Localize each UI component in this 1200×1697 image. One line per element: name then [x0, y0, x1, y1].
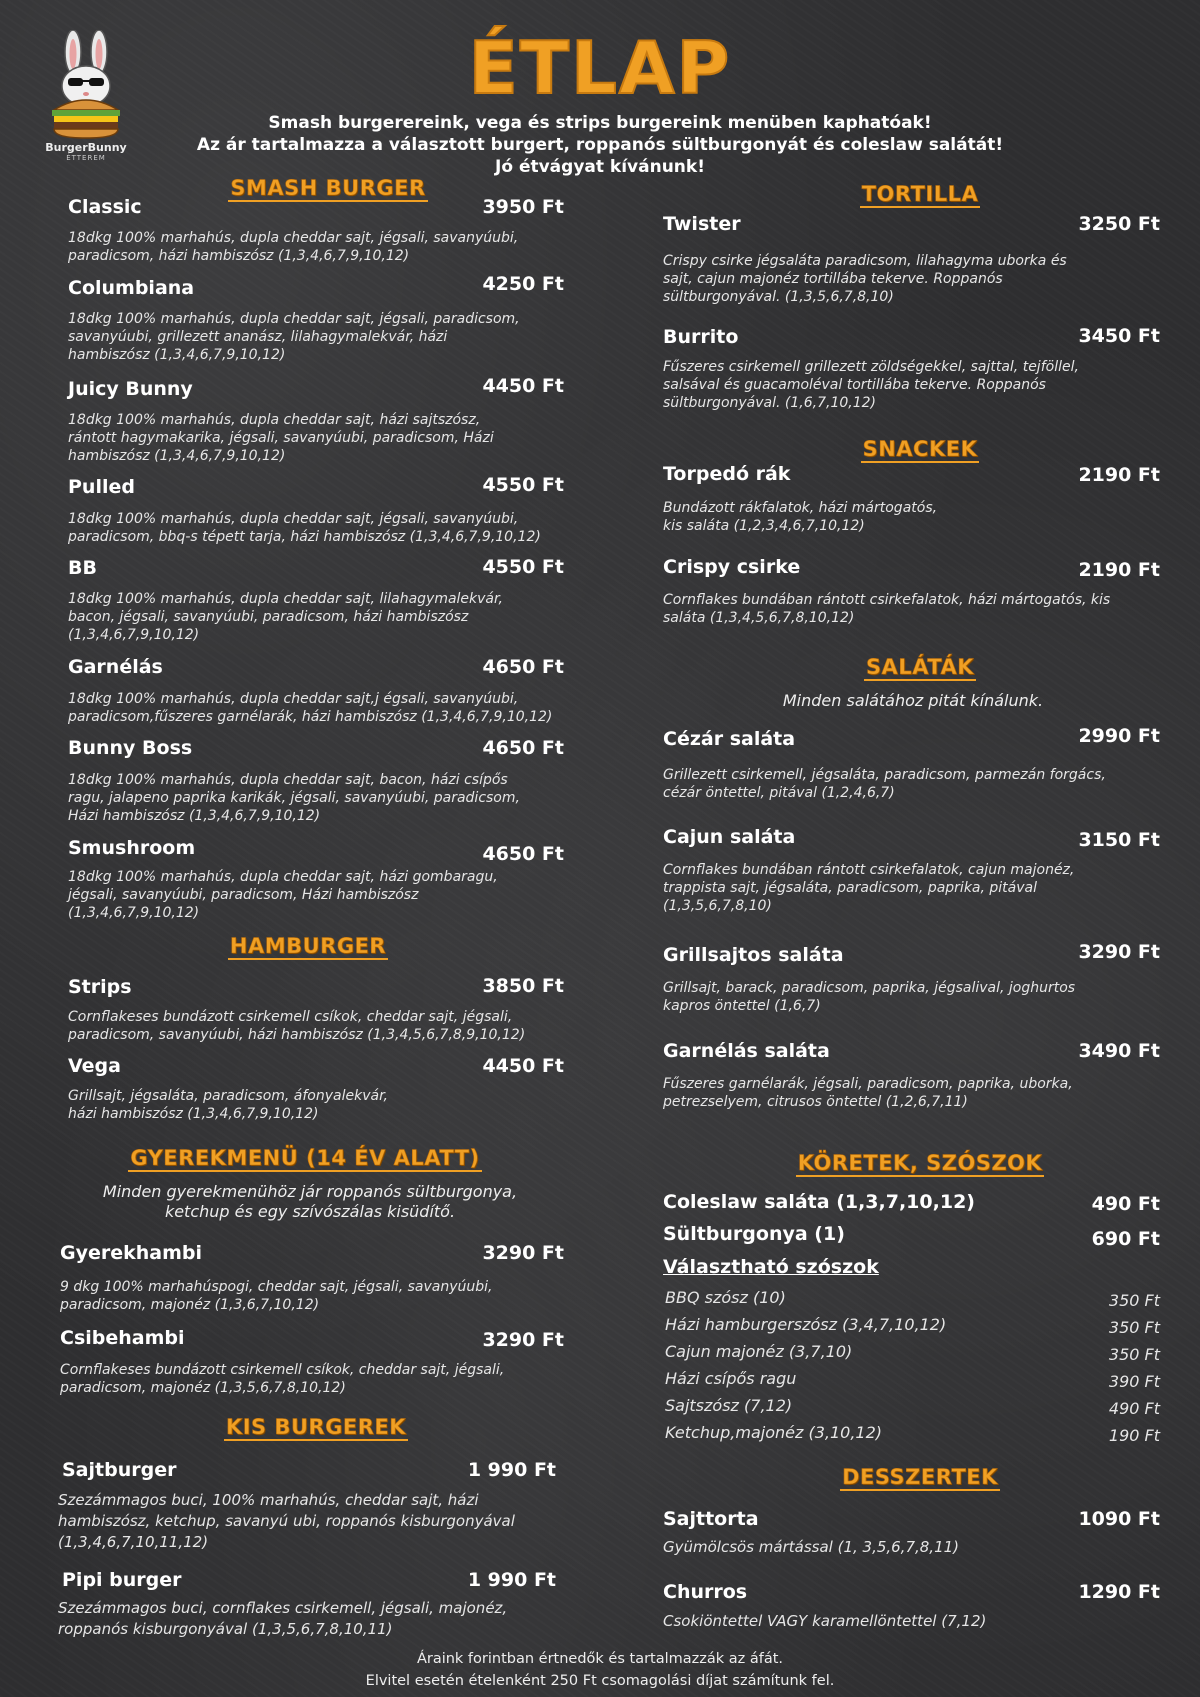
section-kids-menu	[80, 1146, 530, 1170]
item-desc: Fűszeres garnélarák, jégsali, paradicsom, paprika, uborka, petrezselyem, citrusos öntettel (1,2,6,7,11)	[663, 1076, 1073, 1110]
item-desc: 18dkg 100% marhahús, dupla cheddar sajt, jégsali, savanyúubi, paradicsom, bbq-s tépett tarja, házi hambiszósz (1,3,4,6,7,9,10,12)	[68, 511, 541, 545]
sauce-price: 190 Ft	[1108, 1426, 1160, 1445]
kids-note: Minden gyerekmenühöz jár roppanós sültburgonya, ketchup és egy szívószálas kisüdítő.	[102, 1182, 518, 1221]
footer-note	[0, 1648, 1200, 1692]
item-name: Churros	[663, 1581, 748, 1603]
item-price: 3950 Ft	[482, 196, 564, 218]
sauce-price: 490 Ft	[1108, 1399, 1160, 1418]
sauce-price: 390 Ft	[1108, 1372, 1160, 1391]
intro-text	[160, 112, 1040, 178]
item-price: 3290 Ft	[482, 1329, 564, 1351]
section-salads	[810, 655, 1030, 679]
sauce-name: Cajun majonéz (3,7,10)	[665, 1342, 853, 1361]
item-name: Juicy Bunny	[68, 378, 193, 400]
item-price: 2190 Ft	[1078, 559, 1160, 581]
section-title: GYEREKMENÜ (14 ÉV ALATT)	[130, 1146, 480, 1170]
section-title: DESSZERTEK	[842, 1465, 998, 1489]
item-desc: Cornflakes bundában rántott csirkefalatok, házi mártogatós, kis saláta (1,3,4,5,6,7,8,10,12)	[663, 592, 1111, 626]
item-name: Torpedó rák	[663, 463, 791, 485]
page-title: ÉTLAP	[468, 26, 732, 110]
item-name: Sajtburger	[62, 1459, 177, 1481]
item-price: 4450 Ft	[482, 375, 564, 397]
item-price: 3450 Ft	[1078, 325, 1160, 347]
item-name: Vega	[68, 1055, 121, 1077]
sauce-price: 350 Ft	[1108, 1345, 1160, 1364]
sauce-name: BBQ szósz (10)	[665, 1288, 786, 1307]
item-price: 4650 Ft	[482, 737, 564, 759]
item-price: 2990 Ft	[1078, 725, 1160, 747]
item-price: 3150 Ft	[1078, 829, 1160, 851]
item-desc: 18dkg 100% marhahús, dupla cheddar sajt, házi gombaragu, jégsali, savanyúubi, paradicsom, Házi hambiszósz (1,3,4,6,7,9,10,12)	[68, 869, 498, 921]
section-smash-burger	[218, 176, 438, 200]
item-name: Gyerekhambi	[60, 1242, 203, 1264]
logo-brand: BurgerBunny	[45, 141, 127, 154]
footer-line: Áraink forintban értnedők és tartalmazzák az áfát.	[416, 1651, 784, 1667]
item-desc: Cornflakes bundában rántott csirkefalatok, cajun majonéz, trappista sajt, jégsaláta, paradicsom, paprika, pitával (1,3,5,6,7,8,10)	[663, 862, 1075, 914]
item-desc: Cornflakeses bundázott csirkemell csíkok, cheddar sajt, jégsali, paradicsom, majonéz (1,3,5,6,7,8,10,12)	[60, 1362, 505, 1396]
section-title: TORTILLA	[861, 182, 979, 206]
item-name: Grillsajtos saláta	[663, 944, 844, 966]
item-desc: 18dkg 100% marhahús, dupla cheddar sajt, házi sajtszósz, rántott hagymakarika, jégsali, savanyúubi, paradicsom, Házi hambiszósz (1,3,4,6,7,9,10,12)	[68, 412, 494, 464]
item-price: 690 Ft	[1091, 1228, 1160, 1250]
item-name: Twister	[663, 213, 741, 235]
item-price: 4450 Ft	[482, 1055, 564, 1077]
item-price: 3250 Ft	[1078, 213, 1160, 235]
item-price: 4650 Ft	[482, 843, 564, 865]
item-price: 3490 Ft	[1078, 1040, 1160, 1062]
item-name: Garnélás saláta	[663, 1040, 830, 1062]
item-price: 1 990 Ft	[467, 1459, 556, 1481]
item-desc: 18dkg 100% marhahús, dupla cheddar sajt, bacon, házi csípős ragu, jalapeno paprika karikák, jégsali, savanyúubi, paradicsom, Házi hambiszósz (1,3,4,6,7,9,10,12)	[68, 772, 520, 824]
item-price: 1 990 Ft	[467, 1569, 556, 1591]
item-desc: Grillsajt, jégsaláta, paradicsom, áfonyalekvár, házi hambiszósz (1,3,4,6,7,9,10,12)	[68, 1088, 389, 1122]
section-sides-sauces	[740, 1151, 1100, 1175]
item-name: Coleslaw saláta (1,3,7,10,12)	[663, 1191, 975, 1213]
item-price: 4250 Ft	[482, 273, 564, 295]
item-desc: Crispy csirke jégsaláta paradicsom, lilahagyma uborka és sajt, cajun majonéz tortillába tekerve. Roppanós sültburgonyával. (1,3,5,6,7,8,10)	[663, 253, 1067, 305]
item-name: Strips	[68, 976, 132, 998]
item-price: 4650 Ft	[482, 656, 564, 678]
item-desc: Szezámmagos buci, 100% marhahús, cheddar sajt, házi hambiszósz, ketchup, savanyú ubi, roppanós kisburgonyával (1,3,4,6,7,10,11,12)	[58, 1491, 515, 1551]
item-name: Crispy csirke	[663, 556, 801, 578]
section-snacks	[810, 437, 1030, 461]
sauce-name: Házi hamburgerszósz (3,4,7,10,12)	[665, 1315, 947, 1334]
section-hamburger	[198, 934, 418, 958]
item-price: 3850 Ft	[482, 975, 564, 997]
logo-sub: ÉTTEREM	[66, 154, 106, 162]
item-desc: Csokiöntettel VAGY karamellöntettel (7,12)	[663, 1612, 987, 1630]
section-title: SMASH BURGER	[230, 176, 426, 200]
section-tortilla	[810, 182, 1030, 206]
item-name: Cézár saláta	[663, 728, 796, 750]
item-name: Smushroom	[68, 837, 196, 859]
item-desc: Fűszeres csirkemell grillezett zöldségekkel, sajttal, tejföllel, salsával és guacamoléval tortillába tekerve. Roppanós sültburgonyával. (1,6,7,10,12)	[663, 359, 1079, 411]
sauces-title: Választható szószok	[663, 1256, 879, 1278]
item-desc: Grillezett csirkemell, jégsaláta, paradicsom, parmezán forgács, cézár öntettel, pitával (1,2,4,6,7)	[663, 767, 1106, 801]
sauce-name: Sajtszósz (7,12)	[665, 1396, 793, 1415]
item-price: 490 Ft	[1091, 1193, 1160, 1215]
item-name: Burrito	[663, 326, 739, 348]
section-small-burgers	[206, 1415, 426, 1439]
item-price: 2190 Ft	[1078, 464, 1160, 486]
item-price: 3290 Ft	[482, 1242, 564, 1264]
item-desc: 9 dkg 100% marhahúspogi, cheddar sajt, jégsali, savanyúubi, paradicsom, majonéz (1,3,6,7,10,12)	[60, 1279, 493, 1313]
item-price: 1290 Ft	[1078, 1581, 1160, 1603]
section-title: SNACKEK	[862, 437, 978, 461]
sauce-name: Házi csípős ragu	[665, 1369, 797, 1388]
item-desc: 18dkg 100% marhahús, dupla cheddar sajt, lilahagymalekvár, bacon, jégsali, savanyúubi, paradicsom, házi hambiszósz (1,3,4,6,7,9,10,12)	[68, 591, 503, 643]
item-name: Csibehambi	[60, 1327, 185, 1349]
item-desc: 18dkg 100% marhahús, dupla cheddar sajt, jégsali, paradicsom, savanyúubi, grillezett ananász, lilahagymalekvár, házi hambiszósz (1,3,4,6,7,9,10,12)	[68, 311, 520, 363]
item-desc: Bundázott rákfalatok, házi mártogatós, kis saláta (1,2,3,4,6,7,10,12)	[663, 500, 938, 534]
intro-line: Jó étvágyat kívánunk!	[495, 157, 705, 177]
item-name: Cajun saláta	[663, 826, 796, 848]
item-desc: Szezámmagos buci, cornflakes csirkemell, jégsali, majonéz, roppanós kisburgonyával (1,3,5,6,7,8,10,11)	[58, 1599, 508, 1638]
item-price: 1090 Ft	[1078, 1508, 1160, 1530]
item-price: 4550 Ft	[482, 556, 564, 578]
item-desc: Gyümölcsös mártással (1, 3,5,6,7,8,11)	[663, 1538, 960, 1556]
section-title: HAMBURGER	[229, 934, 387, 958]
item-name: Bunny Boss	[68, 737, 193, 759]
section-title: KÖRETEK, SZÓSZOK	[797, 1151, 1043, 1175]
item-name: Columbiana	[68, 277, 195, 299]
item-desc: 18dkg 100% marhahús, dupla cheddar sajt, jégsali, savanyúubi, paradicsom, házi hambiszósz (1,3,4,6,7,9,10,12)	[68, 230, 519, 264]
sauce-price: 350 Ft	[1108, 1318, 1160, 1337]
item-name: Classic	[68, 196, 142, 218]
item-desc: Cornflakeses bundázott csirkemell csíkok, cheddar sajt, jégsali, paradicsom, savanyúubi, házi hambiszósz (1,3,4,5,6,7,8,9,10,12)	[68, 1009, 526, 1043]
item-name: Pipi burger	[62, 1569, 182, 1591]
salads-note: Minden salátához pitát kínálunk.	[782, 691, 1044, 710]
intro-line: Az ár tartalmazza a választott burgert, roppanós sültburgonyát és coleslaw salátát!	[196, 135, 1004, 155]
footer-line: Elvitel esetén ételenként 250 Ft csomagolási díjat számítunk fel.	[365, 1673, 835, 1689]
item-name: BB	[68, 557, 97, 579]
sauce-name: Ketchup,majonéz (3,10,12)	[665, 1423, 883, 1442]
item-name: Garnélás	[68, 656, 163, 678]
item-desc: 18dkg 100% marhahús, dupla cheddar sajt,j égsali, savanyúubi, paradicsom,fűszeres garnélarák, házi hambiszósz (1,3,4,6,7,9,10,12)	[68, 691, 553, 725]
item-name: Sültburgonya (1)	[663, 1223, 845, 1245]
sauce-price: 350 Ft	[1108, 1291, 1160, 1310]
item-price: 3290 Ft	[1078, 941, 1160, 963]
item-price: 4550 Ft	[482, 474, 564, 496]
item-name: Pulled	[68, 476, 135, 498]
item-name: Sajttorta	[663, 1508, 759, 1530]
section-title: SALÁTÁK	[865, 655, 975, 679]
section-desserts	[800, 1465, 1040, 1489]
item-desc: Grillsajt, barack, paradicsom, paprika, jégsalival, joghurtos kapros öntettel (1,6,7)	[663, 980, 1076, 1014]
intro-line: Smash burgerereink, vega és strips burgereink menüben kaphatóak!	[268, 113, 932, 133]
section-title: KIS BURGEREK	[225, 1415, 407, 1439]
